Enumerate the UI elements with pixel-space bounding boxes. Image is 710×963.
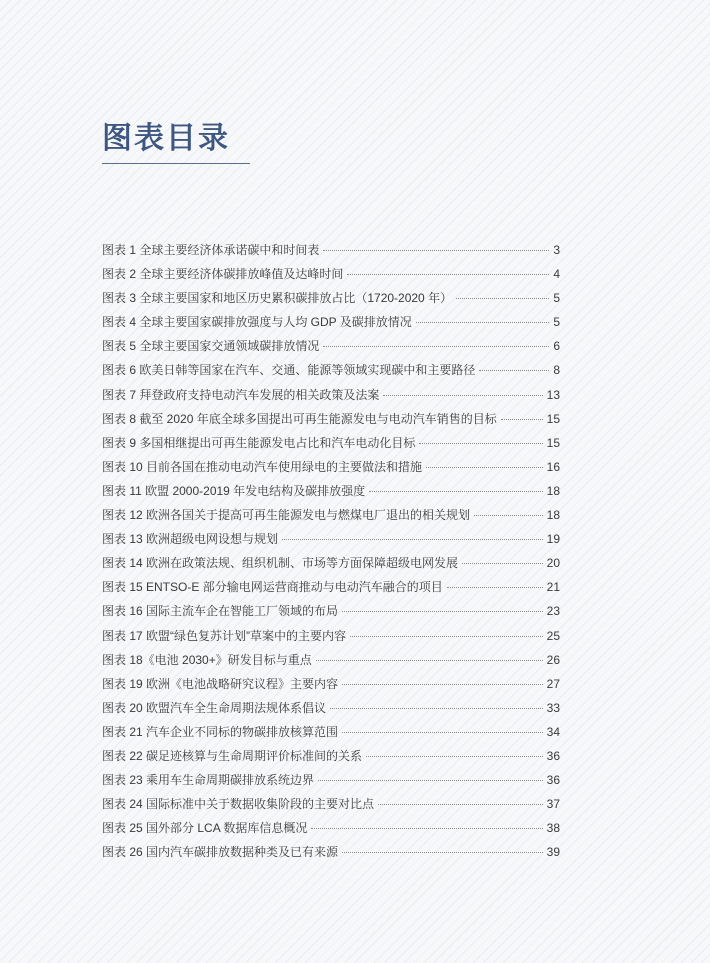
- dot-leader: [342, 684, 543, 685]
- toc-entry[interactable]: [102, 361, 560, 385]
- toc-entry[interactable]: [102, 723, 560, 747]
- dot-leader: [311, 828, 542, 829]
- toc-entry-label: 图表 13 欧洲超级电网设想与规划: [102, 532, 279, 547]
- toc-entry-page-number: 15: [546, 435, 560, 450]
- toc-entry[interactable]: [102, 651, 560, 675]
- dot-leader: [474, 515, 543, 516]
- dot-leader: [426, 467, 543, 468]
- toc-entry-label: 图表 4 全球主要国家碳排放强度与人均 GDP 及碳排放情况: [102, 315, 412, 330]
- dot-leader: [369, 491, 542, 492]
- toc-entry[interactable]: [102, 482, 560, 506]
- toc-entry-page-number: 8: [553, 363, 560, 378]
- toc-entry[interactable]: [102, 771, 560, 795]
- toc-entry-label: 图表 18《电池 2030+》研发目标与重点: [102, 652, 312, 667]
- toc-entry[interactable]: [102, 530, 560, 554]
- dot-leader: [282, 539, 543, 540]
- toc-entry-page-number: 37: [546, 797, 560, 812]
- toc-entry-page-number: 20: [546, 556, 560, 571]
- toc-entry[interactable]: [102, 675, 560, 699]
- toc-entry-page-number: 21: [546, 580, 560, 595]
- toc-entry-page-number: 3: [553, 243, 560, 257]
- dot-leader: [447, 587, 543, 588]
- toc-entry-label: 图表 3 全球主要国家和地区历史累积碳排放占比（1720-2020 年）: [102, 291, 453, 306]
- toc-entry[interactable]: [102, 313, 560, 337]
- toc-entry-page-number: 19: [546, 532, 560, 547]
- toc-entry-label: 图表 15 ENTSO-E 部分输电网运营商推动与电动汽车融合的项目: [102, 580, 443, 595]
- toc-entry-page-number: 36: [546, 748, 560, 763]
- toc-entry-page-number: 6: [553, 339, 560, 354]
- toc-entry-label: 图表 20 欧盟汽车全生命周期法规体系倡议: [102, 700, 327, 715]
- toc-entry-page-number: 39: [546, 845, 560, 860]
- toc-entry[interactable]: [102, 627, 560, 651]
- dot-leader: [416, 322, 550, 323]
- toc-entry-label: 图表 5 全球主要国家交通领域碳排放情况: [102, 339, 320, 354]
- dot-leader: [323, 346, 549, 347]
- figure-list: [102, 241, 560, 867]
- toc-entry-label: 图表 9 多国相继提出可再生能源发电占比和汽车电动化目标: [102, 435, 416, 450]
- toc-entry[interactable]: [102, 843, 560, 867]
- toc-entry-page-number: 15: [546, 411, 560, 426]
- toc-entry-label: 图表 2 全球主要经济体碳排放峰值及达峰时间: [102, 267, 344, 282]
- dot-leader: [501, 419, 543, 420]
- toc-entry-page-number: 23: [546, 604, 560, 619]
- toc-entry-page-number: 13: [546, 387, 560, 402]
- toc-entry-page-number: 16: [546, 459, 560, 474]
- toc-entry-label: 图表 21 汽车企业不同标的物碳排放核算范围: [102, 724, 339, 739]
- toc-entry[interactable]: [102, 795, 560, 819]
- toc-entry[interactable]: [102, 434, 560, 458]
- dot-leader: [342, 852, 543, 853]
- toc-entry-label: 图表 14 欧洲在政策法规、组织机制、市场等方面保障超级电网发展: [102, 556, 459, 571]
- toc-entry-label: 图表 11 欧盟 2000-2019 年发电结构及碳排放强度: [102, 483, 366, 498]
- toc-entry-label: 图表 12 欧洲各国关于提高可再生能源发电与燃煤电厂退出的相关规划: [102, 508, 471, 523]
- toc-entry-page-number: 25: [546, 628, 560, 643]
- toc-entry[interactable]: [102, 386, 560, 410]
- dot-leader: [342, 611, 543, 612]
- dot-leader: [350, 636, 543, 637]
- toc-entry[interactable]: [102, 289, 560, 313]
- toc-entry-label: 图表 26 国内汽车碳排放数据种类及已有来源: [102, 845, 339, 860]
- dot-leader: [378, 804, 543, 805]
- toc-entry-page-number: 18: [546, 508, 560, 523]
- title-divider: [102, 163, 250, 164]
- toc-entry[interactable]: [102, 241, 560, 265]
- toc-entry-page-number: 5: [553, 315, 560, 330]
- toc-entry-label: 图表 1 全球主要经济体承诺碳中和时间表: [102, 243, 320, 257]
- dot-leader: [366, 756, 543, 757]
- toc-entry[interactable]: [102, 410, 560, 434]
- toc-entry-label: 图表 10 目前各国在推动电动汽车使用绿电的主要做法和措施: [102, 459, 423, 474]
- toc-entry-label: 图表 23 乘用车生命周期碳排放系统边界: [102, 773, 315, 788]
- toc-entry-page-number: 34: [546, 724, 560, 739]
- toc-entry[interactable]: [102, 578, 560, 602]
- dot-leader: [323, 250, 549, 251]
- dot-leader: [316, 660, 543, 661]
- toc-entry-label: 图表 7 拜登政府支持电动汽车发展的相关政策及法案: [102, 387, 380, 402]
- toc-entry[interactable]: [102, 337, 560, 361]
- dot-leader: [383, 395, 542, 396]
- dot-leader: [330, 708, 543, 709]
- toc-entry[interactable]: [102, 819, 560, 843]
- toc-entry-page-number: 36: [546, 773, 560, 788]
- toc-entry[interactable]: [102, 506, 560, 530]
- toc-entry-label: 图表 24 国际标准中关于数据收集阶段的主要对比点: [102, 797, 375, 812]
- page-title: 图表目录: [102, 121, 230, 156]
- toc-entry-page-number: 4: [553, 267, 560, 282]
- toc-entry-label: 图表 22 碳足迹核算与生命周期评价标准间的关系: [102, 748, 363, 763]
- dot-leader: [456, 298, 549, 299]
- dot-leader: [479, 370, 549, 371]
- toc-entry[interactable]: [102, 747, 560, 771]
- toc-entry-page-number: 38: [546, 821, 560, 836]
- toc-entry-label: 图表 17 欧盟“绿色复苏计划”草案中的主要内容: [102, 628, 347, 643]
- toc-entry[interactable]: [102, 554, 560, 578]
- dot-leader: [462, 563, 543, 564]
- toc-entry-label: 图表 19 欧洲《电池战略研究议程》主要内容: [102, 676, 339, 691]
- toc-entry[interactable]: [102, 602, 560, 626]
- toc-entry-page-number: 27: [546, 676, 560, 691]
- toc-entry-page-number: 18: [546, 483, 560, 498]
- toc-entry[interactable]: [102, 699, 560, 723]
- dot-leader: [419, 443, 542, 444]
- toc-entry[interactable]: [102, 265, 560, 289]
- toc-entry-page-number: 5: [553, 291, 560, 306]
- dot-leader: [342, 732, 543, 733]
- toc-entry-page-number: 33: [546, 700, 560, 715]
- toc-entry-label: 图表 6 欧美日韩等国家在汽车、交通、能源等领域实现碳中和主要路径: [102, 363, 476, 378]
- toc-entry-label: 图表 8 截至 2020 年底全球多国提出可再生能源发电与电动汽车销售的目标: [102, 411, 497, 426]
- toc-entry-page-number: 26: [546, 652, 560, 667]
- dot-leader: [347, 274, 549, 275]
- dot-leader: [318, 780, 543, 781]
- toc-entry-label: 图表 16 国际主流车企在智能工厂领域的布局: [102, 604, 339, 619]
- toc-entry[interactable]: [102, 458, 560, 482]
- toc-entry-label: 图表 25 国外部分 LCA 数据库信息概况: [102, 821, 308, 836]
